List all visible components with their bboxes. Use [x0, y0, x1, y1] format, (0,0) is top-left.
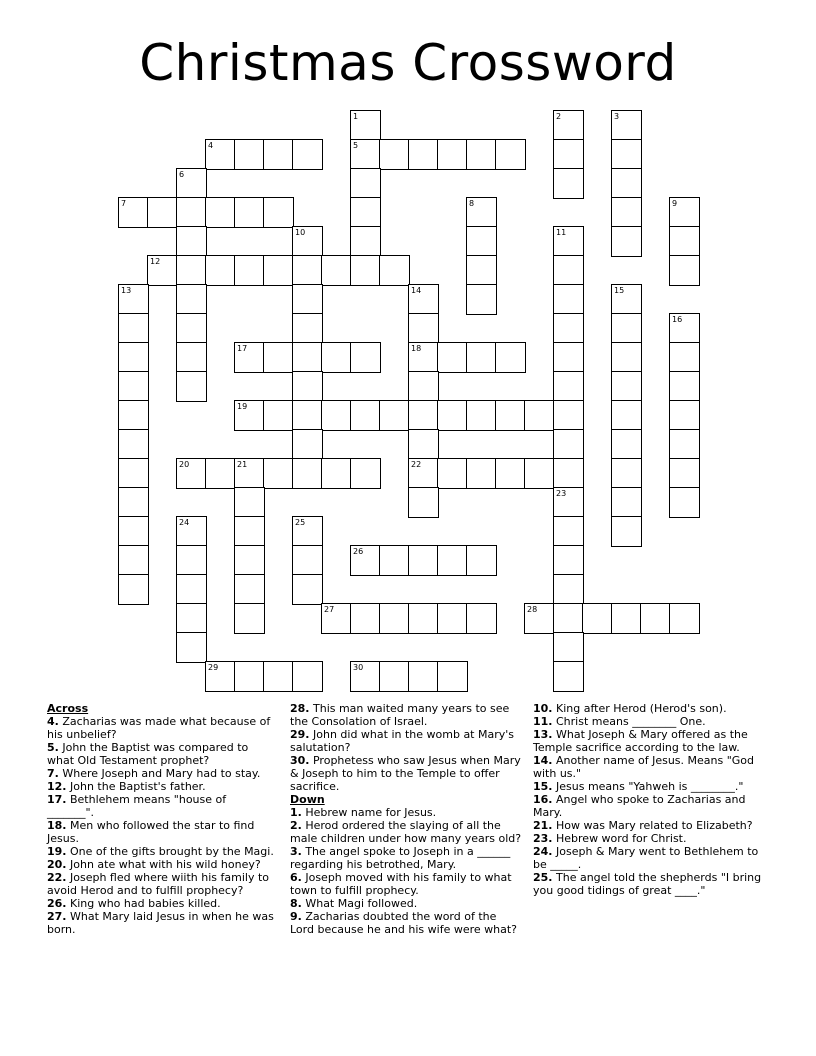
- clue-number: 25: [295, 518, 306, 527]
- clue-number: 17: [237, 344, 248, 353]
- clue-item-number: 24.: [533, 845, 553, 858]
- grid-cell[interactable]: [118, 516, 149, 547]
- clue-item: [290, 754, 522, 793]
- clue-item-number: 15.: [533, 780, 553, 793]
- clues-column-2: [290, 702, 522, 936]
- clue-number: 29: [208, 663, 219, 672]
- grid-cell[interactable]: [553, 632, 584, 663]
- down-clue-list: [290, 806, 522, 936]
- grid-cell[interactable]: [582, 603, 613, 634]
- clue-item-text: Prophetess who saw Jesus when Mary & Joseph to him to the Temple to offer sacrifice.: [290, 754, 521, 793]
- clue-number: 26: [353, 547, 364, 556]
- grid-cell[interactable]: [118, 400, 149, 431]
- clue-item: [290, 819, 522, 845]
- grid-cell[interactable]: [205, 255, 236, 286]
- grid-cell[interactable]: [553, 342, 584, 373]
- grid-cell[interactable]: [118, 371, 149, 402]
- grid-cell[interactable]: [611, 371, 642, 402]
- grid-cell[interactable]: [176, 226, 207, 257]
- grid-cell[interactable]: [176, 574, 207, 605]
- clue-item-number: 17.: [47, 793, 67, 806]
- grid-cell[interactable]: [437, 603, 468, 634]
- clue-item-number: 2.: [290, 819, 302, 832]
- grid-cell[interactable]: [205, 197, 236, 228]
- grid-cell[interactable]: [669, 458, 700, 489]
- clue-item-text: Joseph fled where wiith his family to avoid Herod and to fulfill prophecy?: [47, 871, 270, 897]
- clues-column-3: [533, 702, 763, 897]
- clue-item-text: This man waited many years to see the Consolation of Israel.: [290, 702, 510, 728]
- clue-item-number: 1.: [290, 806, 302, 819]
- grid-cell[interactable]: [234, 487, 265, 518]
- clue-item-text: Angel who spoke to Zacharias and Mary.: [533, 793, 746, 819]
- grid-cell[interactable]: [466, 458, 497, 489]
- grid-cell[interactable]: [379, 255, 410, 286]
- grid-cell[interactable]: [408, 487, 439, 518]
- clue-number: 23: [556, 489, 567, 498]
- clue-item-number: 22.: [47, 871, 67, 884]
- clue-item: [290, 871, 522, 897]
- grid-cell[interactable]: [118, 574, 149, 605]
- clue-item-number: 21.: [533, 819, 553, 832]
- clue-item-number: 7.: [47, 767, 59, 780]
- clue-item-number: 4.: [47, 715, 59, 728]
- clue-number: 11: [556, 228, 567, 237]
- clue-item: [47, 871, 275, 897]
- clue-item-text: Another name of Jesus. Means "God with us.": [533, 754, 755, 780]
- clue-item-text: Zacharias doubted the word of the Lord because he and his wife were what?: [290, 910, 518, 936]
- clue-item: [533, 793, 763, 819]
- grid-cell[interactable]: [321, 458, 352, 489]
- clue-item-text: Joseph & Mary went to Bethlehem to be _____.: [533, 845, 759, 871]
- grid-cell[interactable]: [611, 226, 642, 257]
- clue-number: 5: [353, 141, 359, 150]
- grid-cell[interactable]: [466, 603, 497, 634]
- clue-item: [47, 793, 275, 819]
- grid-cell[interactable]: [234, 574, 265, 605]
- grid-cell[interactable]: [611, 197, 642, 228]
- grid-cell[interactable]: [263, 400, 294, 431]
- clue-item-text: Herod ordered the slaying of all the male children under how many years old?: [290, 819, 522, 845]
- grid-cell[interactable]: [669, 226, 700, 257]
- clue-item: [47, 819, 275, 845]
- clue-item: [47, 858, 275, 871]
- grid-cell[interactable]: [466, 255, 497, 286]
- grid-cell[interactable]: [350, 400, 381, 431]
- grid-cell[interactable]: [321, 255, 352, 286]
- clue-item-number: 10.: [533, 702, 553, 715]
- grid-cell[interactable]: [321, 342, 352, 373]
- grid-cell[interactable]: [408, 603, 439, 634]
- grid-cell[interactable]: [553, 139, 584, 170]
- clue-item-text: How was Mary related to Elizabeth?: [552, 819, 753, 832]
- down-heading: Down: [290, 793, 325, 806]
- clue-item-number: 6.: [290, 871, 302, 884]
- clue-item: [47, 897, 275, 910]
- clue-item: [533, 728, 763, 754]
- grid-cell[interactable]: [408, 545, 439, 576]
- clue-number: 8: [469, 199, 475, 208]
- grid-cell[interactable]: [611, 400, 642, 431]
- grid-cell[interactable]: [408, 661, 439, 692]
- clue-number: 14: [411, 286, 422, 295]
- grid-cell[interactable]: [669, 429, 700, 460]
- grid-cell[interactable]: [234, 197, 265, 228]
- grid-cell[interactable]: [234, 139, 265, 170]
- grid-cell[interactable]: [292, 313, 323, 344]
- grid-cell[interactable]: [466, 400, 497, 431]
- grid-cell[interactable]: [553, 400, 584, 431]
- clue-number: 12: [150, 257, 161, 266]
- grid-cell[interactable]: [553, 516, 584, 547]
- clue-item-text: John the Baptist was compared to what Old Testament prophet?: [47, 741, 249, 767]
- grid-cell[interactable]: [118, 458, 149, 489]
- clue-item-number: 9.: [290, 910, 302, 923]
- grid-cell[interactable]: [408, 429, 439, 460]
- grid-cell[interactable]: [553, 545, 584, 576]
- grid-cell[interactable]: [292, 661, 323, 692]
- grid-cell[interactable]: [466, 545, 497, 576]
- grid-cell[interactable]: [118, 429, 149, 460]
- grid-cell[interactable]: [611, 487, 642, 518]
- clue-item: [533, 780, 763, 793]
- grid-cell[interactable]: [553, 371, 584, 402]
- clue-item: [533, 715, 763, 728]
- clue-number: 16: [672, 315, 683, 324]
- clue-item-number: 19.: [47, 845, 67, 858]
- grid-cell[interactable]: [234, 661, 265, 692]
- clue-number: 18: [411, 344, 422, 353]
- clue-item-text: The angel spoke to Joseph in a ______ regarding his betrothed, Mary.: [290, 845, 511, 871]
- clue-item-number: 29.: [290, 728, 310, 741]
- clue-number: 7: [121, 199, 127, 208]
- clue-item-number: 3.: [290, 845, 302, 858]
- grid-cell[interactable]: [234, 603, 265, 634]
- clue-item: [290, 702, 522, 728]
- grid-cell[interactable]: [263, 458, 294, 489]
- across-clue-list: [47, 715, 275, 936]
- grid-cell[interactable]: [524, 400, 555, 431]
- grid-cell[interactable]: [147, 197, 178, 228]
- grid-cell[interactable]: [466, 226, 497, 257]
- grid-cell[interactable]: [263, 661, 294, 692]
- clue-number: 3: [614, 112, 620, 121]
- clue-item: [47, 845, 275, 858]
- grid-cell[interactable]: [263, 255, 294, 286]
- grid-cell[interactable]: [176, 313, 207, 344]
- clue-item-text: Zacharias was made what because of his unbelief?: [47, 715, 271, 741]
- grid-cell[interactable]: [118, 487, 149, 518]
- clue-item-number: 25.: [533, 871, 553, 884]
- grid-cell[interactable]: [379, 400, 410, 431]
- clue-number: 2: [556, 112, 562, 121]
- grid-cell[interactable]: [408, 139, 439, 170]
- grid-cell[interactable]: [437, 342, 468, 373]
- grid-cell[interactable]: [669, 400, 700, 431]
- clue-item-number: 8.: [290, 897, 302, 910]
- grid-cell[interactable]: [669, 371, 700, 402]
- grid-cell[interactable]: [350, 342, 381, 373]
- grid-cell[interactable]: [176, 342, 207, 373]
- grid-cell[interactable]: [176, 284, 207, 315]
- grid-cell[interactable]: [437, 661, 468, 692]
- clue-item-number: 13.: [533, 728, 553, 741]
- grid-cell[interactable]: [176, 545, 207, 576]
- grid-cell[interactable]: [611, 168, 642, 199]
- clue-item-text: What Mary laid Jesus in when he was born.: [47, 910, 274, 936]
- grid-cell[interactable]: [553, 458, 584, 489]
- clue-number: 24: [179, 518, 190, 527]
- grid-cell[interactable]: [437, 458, 468, 489]
- clue-item-number: 23.: [533, 832, 553, 845]
- grid-cell[interactable]: [495, 342, 526, 373]
- clue-item: [533, 832, 763, 845]
- grid-cell[interactable]: [234, 516, 265, 547]
- grid-cell[interactable]: [379, 545, 410, 576]
- clue-item: [47, 780, 275, 793]
- clue-item-text: What Magi followed.: [301, 897, 418, 910]
- clue-item: [533, 819, 763, 832]
- clue-item: [290, 897, 522, 910]
- clue-number: 21: [237, 460, 248, 469]
- clue-item-number: 16.: [533, 793, 553, 806]
- grid-cell[interactable]: [408, 400, 439, 431]
- clue-item-number: 5.: [47, 741, 59, 754]
- clue-item-number: 12.: [47, 780, 67, 793]
- grid-cell[interactable]: [350, 226, 381, 257]
- grid-cell[interactable]: [611, 313, 642, 344]
- clue-number: 22: [411, 460, 422, 469]
- grid-cell[interactable]: [611, 342, 642, 373]
- grid-cell[interactable]: [553, 168, 584, 199]
- clue-item-text: Christ means ________ One.: [552, 715, 706, 728]
- clue-item: [47, 910, 275, 936]
- clue-number: 19: [237, 402, 248, 411]
- grid-cell[interactable]: [553, 574, 584, 605]
- grid-cell[interactable]: [524, 458, 555, 489]
- grid-cell[interactable]: [466, 342, 497, 373]
- grid-cell[interactable]: [669, 255, 700, 286]
- clue-item-number: 18.: [47, 819, 67, 832]
- grid-cell[interactable]: [292, 574, 323, 605]
- down-clue-list-continued: [533, 702, 763, 897]
- grid-cell[interactable]: [379, 603, 410, 634]
- clue-item: [47, 715, 275, 741]
- grid-cell[interactable]: [176, 603, 207, 634]
- grid-cell[interactable]: [408, 371, 439, 402]
- grid-cell[interactable]: [292, 284, 323, 315]
- clue-number: 30: [353, 663, 364, 672]
- grid-cell[interactable]: [408, 313, 439, 344]
- grid-cell[interactable]: [495, 400, 526, 431]
- clue-number: 6: [179, 170, 185, 179]
- page-title: Christmas Crossword: [139, 34, 677, 92]
- grid-cell[interactable]: [553, 284, 584, 315]
- clue-item: [533, 754, 763, 780]
- grid-cell[interactable]: [350, 458, 381, 489]
- clue-number: 13: [121, 286, 132, 295]
- clue-item-text: Jesus means "Yahweh is ________.": [552, 780, 744, 793]
- clue-item-text: Bethlehem means "house of _______".: [47, 793, 227, 819]
- clue-number: 1: [353, 112, 359, 121]
- grid-cell[interactable]: [292, 400, 323, 431]
- grid-cell[interactable]: [234, 255, 265, 286]
- grid-cell[interactable]: [292, 429, 323, 460]
- grid-cell[interactable]: [263, 197, 294, 228]
- clue-item: [290, 806, 522, 819]
- grid-cell[interactable]: [466, 139, 497, 170]
- clue-item-number: 26.: [47, 897, 67, 910]
- clue-item-text: One of the gifts brought by the Magi.: [66, 845, 274, 858]
- grid-cell[interactable]: [669, 603, 700, 634]
- clue-item: [290, 910, 522, 936]
- clue-item-text: Joseph moved with his family to what town to fulfill prophecy.: [290, 871, 512, 897]
- clue-item-text: Men who followed the star to find Jesus.: [47, 819, 255, 845]
- clue-item-number: 27.: [47, 910, 67, 923]
- grid-cell[interactable]: [495, 458, 526, 489]
- grid-cell[interactable]: [437, 545, 468, 576]
- clue-item-text: John the Baptist's father.: [66, 780, 206, 793]
- grid-cell[interactable]: [292, 545, 323, 576]
- grid-cell[interactable]: [321, 400, 352, 431]
- grid-cell[interactable]: [118, 545, 149, 576]
- grid-cell[interactable]: [553, 255, 584, 286]
- grid-cell[interactable]: [292, 139, 323, 170]
- clues-column-1: [47, 702, 275, 936]
- across-heading: Across: [47, 702, 89, 715]
- grid-cell[interactable]: [350, 197, 381, 228]
- grid-cell[interactable]: [350, 603, 381, 634]
- grid-cell[interactable]: [118, 342, 149, 373]
- clue-item-text: King after Herod (Herod's son).: [552, 702, 727, 715]
- clue-number: 20: [179, 460, 190, 469]
- grid-cell[interactable]: [350, 168, 381, 199]
- grid-cell[interactable]: [292, 371, 323, 402]
- clue-item-number: 11.: [533, 715, 553, 728]
- clue-item-text: The angel told the shepherds "I bring you good tidings of great ____.": [533, 871, 762, 897]
- clue-number: 27: [324, 605, 335, 614]
- grid-cell[interactable]: [495, 139, 526, 170]
- clue-item: [47, 767, 275, 780]
- grid-cell[interactable]: [379, 139, 410, 170]
- grid-cell[interactable]: [118, 313, 149, 344]
- grid-cell[interactable]: [263, 342, 294, 373]
- grid-cell[interactable]: [176, 255, 207, 286]
- grid-cell[interactable]: [176, 197, 207, 228]
- grid-cell[interactable]: [437, 400, 468, 431]
- grid-cell[interactable]: [292, 342, 323, 373]
- grid-cell[interactable]: [292, 458, 323, 489]
- grid-cell[interactable]: [437, 139, 468, 170]
- grid-cell[interactable]: [350, 255, 381, 286]
- grid-cell[interactable]: [553, 429, 584, 460]
- clue-item-text: Hebrew name for Jesus.: [301, 806, 437, 819]
- clue-number: 10: [295, 228, 306, 237]
- clue-item-text: What Joseph & Mary offered as the Temple sacrifice according to the law.: [533, 728, 748, 754]
- clue-number: 28: [527, 605, 538, 614]
- grid-cell[interactable]: [263, 139, 294, 170]
- across-clue-list-continued: [290, 702, 522, 793]
- grid-cell[interactable]: [176, 371, 207, 402]
- clue-item-number: 20.: [47, 858, 67, 871]
- grid-cell[interactable]: [205, 458, 236, 489]
- clue-item-text: John ate what with his wild honey?: [66, 858, 261, 871]
- clue-item-text: John did what in the womb at Mary's salutation?: [290, 728, 515, 754]
- grid-cell[interactable]: [611, 139, 642, 170]
- clue-number: 9: [672, 199, 678, 208]
- clue-item-number: 30.: [290, 754, 310, 767]
- grid-cell[interactable]: [553, 313, 584, 344]
- clue-item: [290, 845, 522, 871]
- clue-item: [533, 702, 763, 715]
- clue-item: [533, 871, 763, 897]
- grid-cell[interactable]: [611, 516, 642, 547]
- clue-item-text: Hebrew word for Christ.: [552, 832, 687, 845]
- clue-number: 15: [614, 286, 625, 295]
- clue-number: 4: [208, 141, 214, 150]
- clue-item-number: 14.: [533, 754, 553, 767]
- clue-item: [290, 728, 522, 754]
- grid-cell[interactable]: [466, 284, 497, 315]
- clue-item: [47, 741, 275, 767]
- grid-cell[interactable]: [611, 458, 642, 489]
- grid-cell[interactable]: [379, 661, 410, 692]
- grid-cell[interactable]: [611, 603, 642, 634]
- clue-item-text: King who had babies killed.: [66, 897, 221, 910]
- grid-cell[interactable]: [176, 632, 207, 663]
- grid-cell[interactable]: [292, 255, 323, 286]
- clue-item-number: 28.: [290, 702, 310, 715]
- grid-cell[interactable]: [669, 342, 700, 373]
- clue-item-text: Where Joseph and Mary had to stay.: [58, 767, 261, 780]
- clue-item: [533, 845, 763, 871]
- grid-cell[interactable]: [553, 661, 584, 692]
- grid-cell[interactable]: [611, 429, 642, 460]
- grid-cell[interactable]: [640, 603, 671, 634]
- grid-cell[interactable]: [553, 603, 584, 634]
- grid-cell[interactable]: [234, 545, 265, 576]
- grid-cell[interactable]: [669, 487, 700, 518]
